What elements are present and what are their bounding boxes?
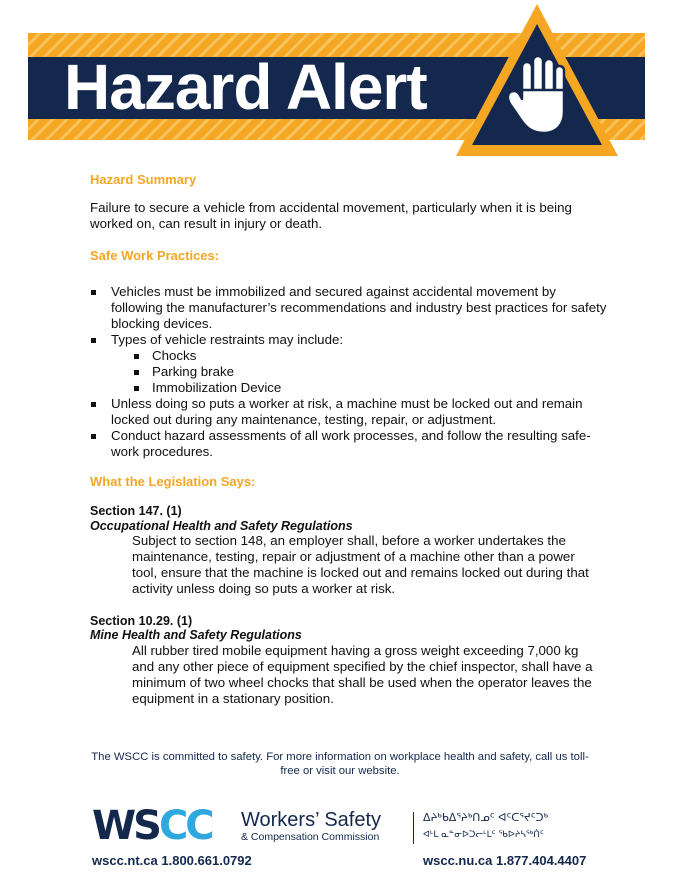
hazard-alert-banner (0, 0, 675, 160)
syllabics-name-line-1: ᐃᔨᒃᑲᐃᕐᔨᒃᑎᓄᑦ ᐊᑦᑕᕐᔪᑦᑐᒃ (423, 811, 549, 824)
restraints-list (111, 348, 610, 396)
org-subtitle: & Compensation Commission (241, 831, 380, 843)
list-item: Unless doing so puts a worker at risk, a machine must be locked out and remain locked out during any maintenance, testing, repair, or adjustment. (90, 396, 610, 428)
footer-note: The WSCC is committed to safety. For more information on workplace health and safety, call us toll-free or visit our website. (91, 751, 589, 777)
list-item: Vehicles must be immobilized and secured against accidental movement by following the manufacturer’s recommendations and industry best practices for safety blocking devices. (90, 284, 610, 332)
list-item: Conduct hazard assessments of all work processes, and follow the resulting safe-work procedures. (90, 428, 610, 460)
syllabics-name-line-2: ᐊᒻᒪ ᓇᓐᓂᐅᑐᓕᒻᒪᑦ ᖃᐅᔨᓴᖅᑏᑦ (423, 830, 544, 840)
safe-work-practices-list (90, 284, 610, 460)
section-text: Subject to section 148, an employer shall, before a worker undertakes the maintenance, testing, repair or adjustment of a machine other than a power tool, ensure that the machine is locked out and remains locked out during that activity unless doing so puts a worker at risk. (132, 533, 589, 596)
contact-nwt: wscc.nt.ca 1.800.661.0792 (92, 853, 252, 868)
regulation-title: Occupational Health and Safety Regulations (90, 519, 353, 533)
section-number: Section 10.29. (1) (90, 614, 193, 628)
hazard-summary-heading: Hazard Summary (90, 172, 197, 187)
logo-divider (413, 812, 414, 844)
stop-hand-icon (452, 0, 622, 160)
safe-work-practices-heading: Safe Work Practices: (90, 248, 220, 263)
hazard-summary-text: Failure to secure a vehicle from accidental movement, particularly when it is being worked on, can result in injury or death. (90, 200, 572, 231)
section-number: Section 147. (1) (90, 504, 182, 518)
list-item: Types of vehicle restraints may include: Chocks Parking brake Immobilization Device (90, 332, 610, 396)
list-item: Immobilization Device (111, 380, 610, 396)
regulation-title: Mine Health and Safety Regulations (90, 628, 302, 642)
org-name: Workers’ Safety (241, 809, 382, 831)
banner-title: Hazard Alert (64, 51, 427, 123)
list-item: Parking brake (111, 364, 610, 380)
legislation-heading: What the Legislation Says: (90, 474, 256, 489)
section-text: All rubber tired mobile equipment having a gross weight exceeding 7,000 kg and any other piece of equipment specified by the chief inspector, shall have a minimum of two wheel chocks that shall be used when the operator leaves the equipment in a stationary position. (132, 643, 593, 706)
list-item: Chocks (111, 348, 610, 364)
wscc-logo: WSCC (92, 803, 212, 849)
contact-nunavut: wscc.nu.ca 1.877.404.4407 (423, 853, 587, 868)
